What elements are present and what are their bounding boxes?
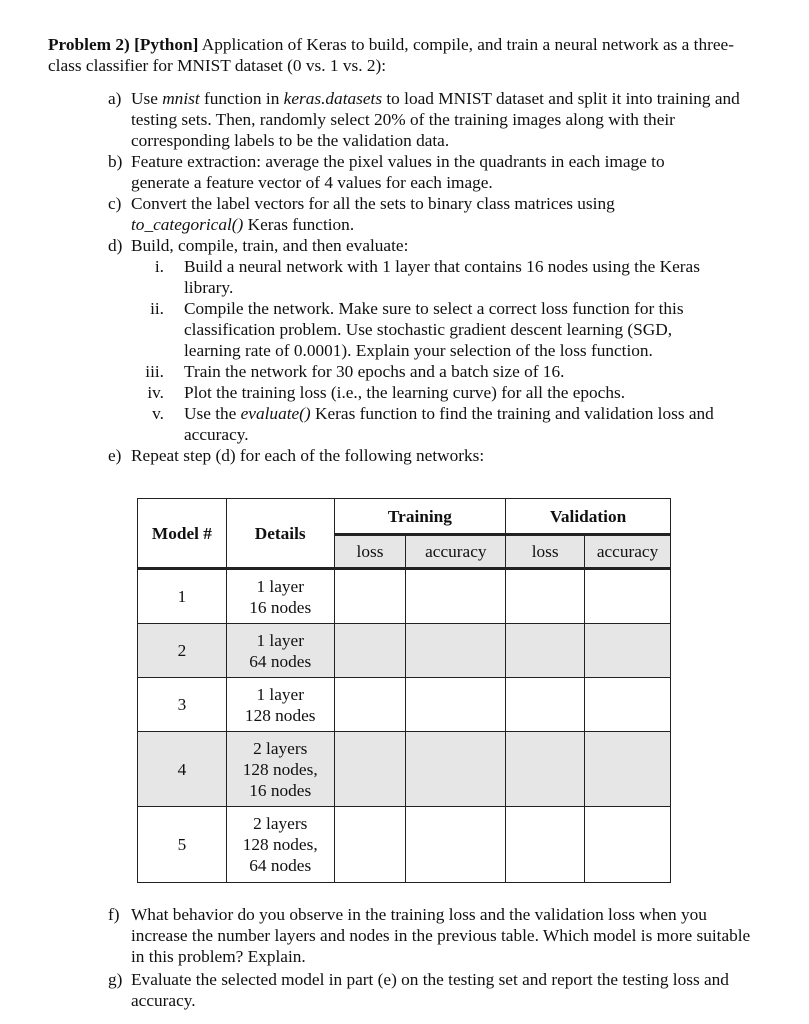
header-validation-loss: loss [506,535,585,569]
validation-loss-cell [506,807,585,883]
item-g [108,969,738,1011]
details-line: 64 nodes [249,856,312,875]
problem-title [48,34,748,76]
details-line: 2 layers [253,814,308,833]
training-accuracy-cell [406,732,506,807]
item-label: b) [108,152,123,171]
details-line: 128 nodes, [242,759,318,779]
details-line: 16 nodes [249,597,312,617]
validation-accuracy-cell [585,569,671,624]
header-validation-accuracy: accuracy [585,535,671,569]
item-c [108,193,668,235]
item-text: Plot the training loss (i.e., the learning curve) for all the epochs. [184,383,626,402]
item-label: iii. [145,362,164,381]
validation-accuracy-cell [585,732,671,807]
problem-text: Application of Keras to build, compile, and train a neural network as a three-class classifier for MNIST dataset (0 vs. 1 vs. 2): [48,35,734,75]
item-b [108,151,708,193]
model-number: 1 [138,569,227,624]
item-label: e) [108,446,122,465]
table-row [138,807,671,883]
text-seg: Convert the label vectors for all the sets to binary class matrices using [131,194,615,213]
details-line: 16 nodes [249,780,312,800]
details-line: 1 layer [256,576,304,596]
text-seg: to load MNIST dataset and split it into training and testing sets. Then, randomly select 20% of the training images along with their corresponding labels to be the validation data. [131,89,740,150]
header-training-loss: loss [334,535,406,569]
validation-loss-cell [506,624,585,678]
item-text: Evaluate the selected model in part (e) on the testing set and report the testing loss and accuracy. [131,970,729,1010]
text-italic: keras.datasets [283,89,383,108]
model-number: 5 [138,807,227,883]
text-seg: function in [199,89,284,108]
validation-loss-cell [506,569,585,624]
text-seg: Keras function. [243,215,355,234]
training-loss-cell [334,807,406,883]
details-line: 128 nodes [244,705,316,725]
details-line: 128 nodes, [242,835,318,854]
item-f [108,904,753,967]
text-italic: mnist [162,89,200,108]
details-line: 2 layers [253,738,308,758]
training-loss-cell [334,732,406,807]
model-details [226,732,334,807]
header-training-accuracy: accuracy [406,535,506,569]
header-training: Training [334,499,506,535]
item-label: iv. [147,383,164,402]
sub-item-iv [130,382,750,403]
model-details [226,569,334,624]
item-text: Repeat step (d) for each of the following networks: [131,446,485,465]
header-validation: Validation [506,499,671,535]
training-accuracy-cell [406,678,506,732]
training-accuracy-cell [406,624,506,678]
table-row [138,624,671,678]
model-number: 2 [138,624,227,678]
table-row [138,732,671,807]
item-text [131,88,753,151]
item-label: f) [108,905,120,924]
item-label: v. [152,404,164,423]
item-e [108,445,753,466]
results-table [137,498,671,883]
text-seg: Use [131,89,163,108]
item-text: Train the network for 30 epochs and a batch size of 16. [184,362,565,381]
item-label: i. [154,257,164,276]
model-details [226,807,334,883]
training-accuracy-cell [406,807,506,883]
problem-label: Problem 2) [Python] [48,35,199,54]
item-text [184,403,750,445]
header-details: Details [226,499,334,569]
validation-accuracy-cell [585,624,671,678]
details-line: 1 layer [256,630,304,650]
training-accuracy-cell [406,569,506,624]
model-details [226,624,334,678]
item-a [108,88,753,151]
sub-item-ii [130,298,730,361]
details-line: 64 nodes [249,651,312,671]
training-loss-cell [334,569,406,624]
item-label: a) [108,89,122,108]
item-label: ii. [150,299,164,318]
item-label: g) [108,970,123,989]
item-text: Build, compile, train, and then evaluate: [131,236,409,255]
item-text: Compile the network. Make sure to select a correct loss function for this classification problem. Use stochastic gradient descent learning (SGD, learning rate of 0.0001). Explain your selection of the loss function. [184,299,684,360]
validation-loss-cell [506,732,585,807]
training-loss-cell [334,624,406,678]
item-text: What behavior do you observe in the training loss and the validation loss when you increase the number layers and nodes in the previous table. Which model is more suitable in this problem? Explain. [131,905,751,966]
item-label: d) [108,236,123,255]
sub-item-iii [130,361,750,382]
sub-item-v [130,403,750,445]
table-row [138,678,671,732]
training-loss-cell [334,678,406,732]
sub-item-i [130,256,705,298]
validation-loss-cell [506,678,585,732]
validation-accuracy-cell [585,678,671,732]
model-number: 3 [138,678,227,732]
item-text: Feature extraction: average the pixel values in the quadrants in each image to generate a feature vector of 4 values for each image. [131,152,665,192]
validation-accuracy-cell [585,807,671,883]
model-number: 4 [138,732,227,807]
header-model: Model # [138,499,227,569]
item-text: Build a neural network with 1 layer that contains 16 nodes using the Keras library. [184,257,700,297]
item-d [108,235,753,256]
text-seg: Use the [184,404,241,423]
item-label: c) [108,194,122,213]
model-details [226,678,334,732]
item-text [131,193,668,235]
table-row [138,569,671,624]
text-seg: Keras function to find the training and validation loss and accuracy. [184,404,714,444]
details-line: 1 layer [256,684,304,704]
text-italic: to_categorical() [131,215,244,234]
text-italic: evaluate() [240,404,311,423]
